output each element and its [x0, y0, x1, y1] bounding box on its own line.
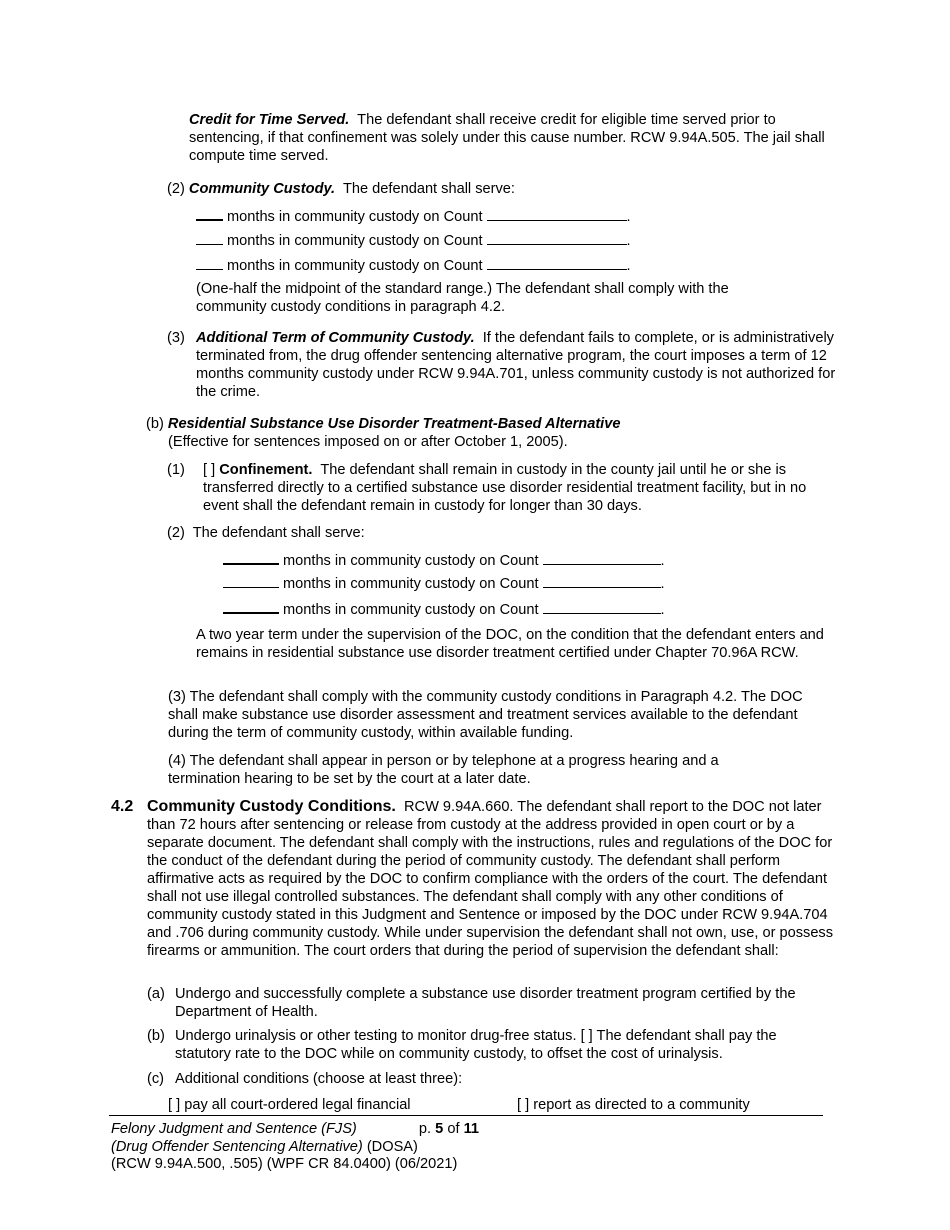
- footer-dosa-italic: (Drug Offender Sentencing Alternative): [111, 1138, 363, 1155]
- footer-line-1: [111, 1121, 479, 1139]
- a2-heading-line: [167, 180, 515, 198]
- b-label: (b): [146, 416, 164, 432]
- b2-text: The defendant shall serve:: [192, 525, 365, 541]
- b3-paragraph: (3) The defendant shall comply with the community custody conditions in Paragraph 4.2. The DOC shall make substance use disorder assessment and treatment services available to the defendant during the term of community custody, within available funding.: [168, 689, 803, 741]
- b1-text: The defendant shall remain in custody in the county jail until he or she is transferred directly to a certified substance use disorder residential treatment facility, but in no event shall the defendant remain in custody for longer than 30 days.: [203, 462, 807, 514]
- count-blank-field[interactable]: [543, 550, 661, 565]
- row-text: months in community custody on Count: [283, 602, 539, 618]
- b2-custody-row-2: [223, 573, 665, 593]
- credit-heading: Credit for Time Served.: [189, 112, 350, 128]
- months-blank-field[interactable]: [223, 549, 279, 565]
- s42-item-c-text: Additional conditions (choose at least three):: [175, 1071, 463, 1087]
- b2-custody-row-3: [223, 598, 665, 619]
- row-period: .: [660, 576, 665, 592]
- s42-number: 4.2: [111, 798, 134, 815]
- footer-dosa: (DOSA): [366, 1138, 418, 1155]
- months-blank-field[interactable]: [196, 205, 223, 221]
- a2-custody-row-2: [196, 230, 631, 250]
- b2-custody-row-1: [223, 549, 665, 570]
- s42-item-a-label: (a): [147, 986, 165, 1002]
- b1-paragraph: [203, 461, 835, 515]
- row-text: months in community custody on Count: [283, 553, 539, 569]
- count-blank-field[interactable]: [543, 599, 661, 614]
- months-blank-field[interactable]: [223, 598, 279, 614]
- row-text: months in community custody on Count: [283, 576, 539, 592]
- credit-text: The defendant shall receive credit for eligible time served prior to sentencing, if that confinement was solely under this cause number. RCW 9.94A.505. The jail shall compute time served.: [189, 112, 825, 164]
- s42-text: RCW 9.94A.660. The defendant shall report to the DOC not later than 72 hours after sentencing or release from custody at the address provided in open court or by a separate document. The defendant shall comply with the instructions, rules and regulations of the DOC for the conduct of the defendant during the period of community custody. The defendant shall perform affirmative acts as required by the DOC to confirm compliance with the orders of the court. The defendant shall not use illegal controlled substances. The defendant shall comply with any other conditions of community custody stated in this Judgment and Sentence or imposed by the DOC under RCW 9.94A.704 and .706 during community custody. While under supervision the defendant shall not own, use, or possess firearms or ammunition. The court orders that during the period of supervision the defendant shall:: [147, 799, 834, 959]
- row-period: .: [626, 233, 631, 249]
- b2-heading-line: [167, 524, 365, 542]
- footer-line-2: [111, 1139, 479, 1157]
- months-blank-field[interactable]: [196, 255, 223, 270]
- a2-heading: Community Custody.: [188, 181, 336, 197]
- row-period: .: [660, 553, 665, 569]
- row-text: months in community custody on Count: [227, 233, 483, 249]
- count-blank-field[interactable]: [487, 255, 627, 270]
- row-period: .: [660, 602, 665, 618]
- count-blank-field[interactable]: [487, 230, 627, 245]
- b-heading-line: [146, 415, 620, 433]
- months-blank-field[interactable]: [223, 573, 279, 588]
- footer-page-prefix: p.: [418, 1121, 432, 1137]
- a2-custody-row-1: [196, 205, 631, 226]
- a3-heading: Additional Term of Community Custody.: [196, 330, 475, 346]
- credit-paragraph: [189, 111, 829, 165]
- b1-checkbox[interactable]: [ ]: [203, 462, 216, 478]
- b2-note: A two year term under the supervision of the DOC, on the condition that the defendant enters and remains in residential substance use disorder treatment certified under Chapter 70.96A RCW.: [196, 627, 824, 661]
- s42-item-c-label: (c): [147, 1071, 165, 1087]
- row-period: .: [626, 209, 631, 225]
- b-heading: Residential Substance Use Disorder Treatment-Based Alternative: [167, 416, 621, 432]
- b2-number: (2): [167, 525, 185, 541]
- b-subheading: (Effective for sentences imposed on or after October 1, 2005).: [168, 434, 568, 450]
- a2-custody-row-3: [196, 255, 631, 275]
- a2-text: The defendant shall serve:: [342, 181, 515, 197]
- a3-text: If the defendant fails to complete, or is administratively terminated from, the drug offender sentencing alternative program, the court imposes a term of 12 months community custody under RCW 9.94A.701, unless community custody is not authorized for the crime.: [196, 330, 836, 400]
- row-text: months in community custody on Count: [227, 209, 483, 225]
- footer-title: Felony Judgment and Sentence (FJS): [111, 1121, 357, 1137]
- a2-number: (2): [167, 181, 185, 197]
- footer-page-number: 5: [435, 1121, 444, 1137]
- s42-item-b-label: (b): [147, 1028, 165, 1044]
- footer-divider: [109, 1115, 823, 1116]
- b4-paragraph: (4) The defendant shall appear in person or by telephone at a progress hearing and a termination hearing to be set by the court at a later date.: [168, 753, 719, 787]
- a3-paragraph: [196, 329, 836, 401]
- s42-heading: Community Custody Conditions.: [147, 798, 396, 815]
- page-footer: [111, 1121, 479, 1174]
- s42-paragraph: [147, 798, 842, 960]
- a3-number: (3): [167, 330, 185, 346]
- months-blank-field[interactable]: [196, 230, 223, 245]
- a2-note: (One-half the midpoint of the standard range.) The defendant shall comply with the community custody conditions in paragraph 4.2.: [196, 281, 729, 315]
- count-blank-field[interactable]: [543, 573, 661, 588]
- condition-option-legal-financial[interactable]: [ ] pay all court-ordered legal financial: [168, 1097, 411, 1113]
- footer-line-3: (RCW 9.94A.500, .505) (WPF CR 84.0400) (06/2021): [111, 1156, 458, 1172]
- b1-heading: Confinement.: [219, 462, 313, 478]
- b1-number: (1): [167, 462, 185, 478]
- s42-item-b-text: Undergo urinalysis or other testing to monitor drug-free status. [ ] The defendant shall pay the statutory rate to the DOC while on community custody, to offset the cost of urinalysis.: [175, 1028, 777, 1062]
- s42-item-a-text: Undergo and successfully complete a substance use disorder treatment program certified by the Department of Health.: [175, 986, 796, 1020]
- count-blank-field[interactable]: [487, 206, 627, 221]
- footer-page-of: of: [447, 1121, 460, 1137]
- condition-option-report-community[interactable]: [ ] report as directed to a community: [517, 1097, 750, 1113]
- footer-page-total: 11: [463, 1121, 480, 1137]
- row-text: months in community custody on Count: [227, 258, 483, 274]
- row-period: .: [626, 258, 631, 274]
